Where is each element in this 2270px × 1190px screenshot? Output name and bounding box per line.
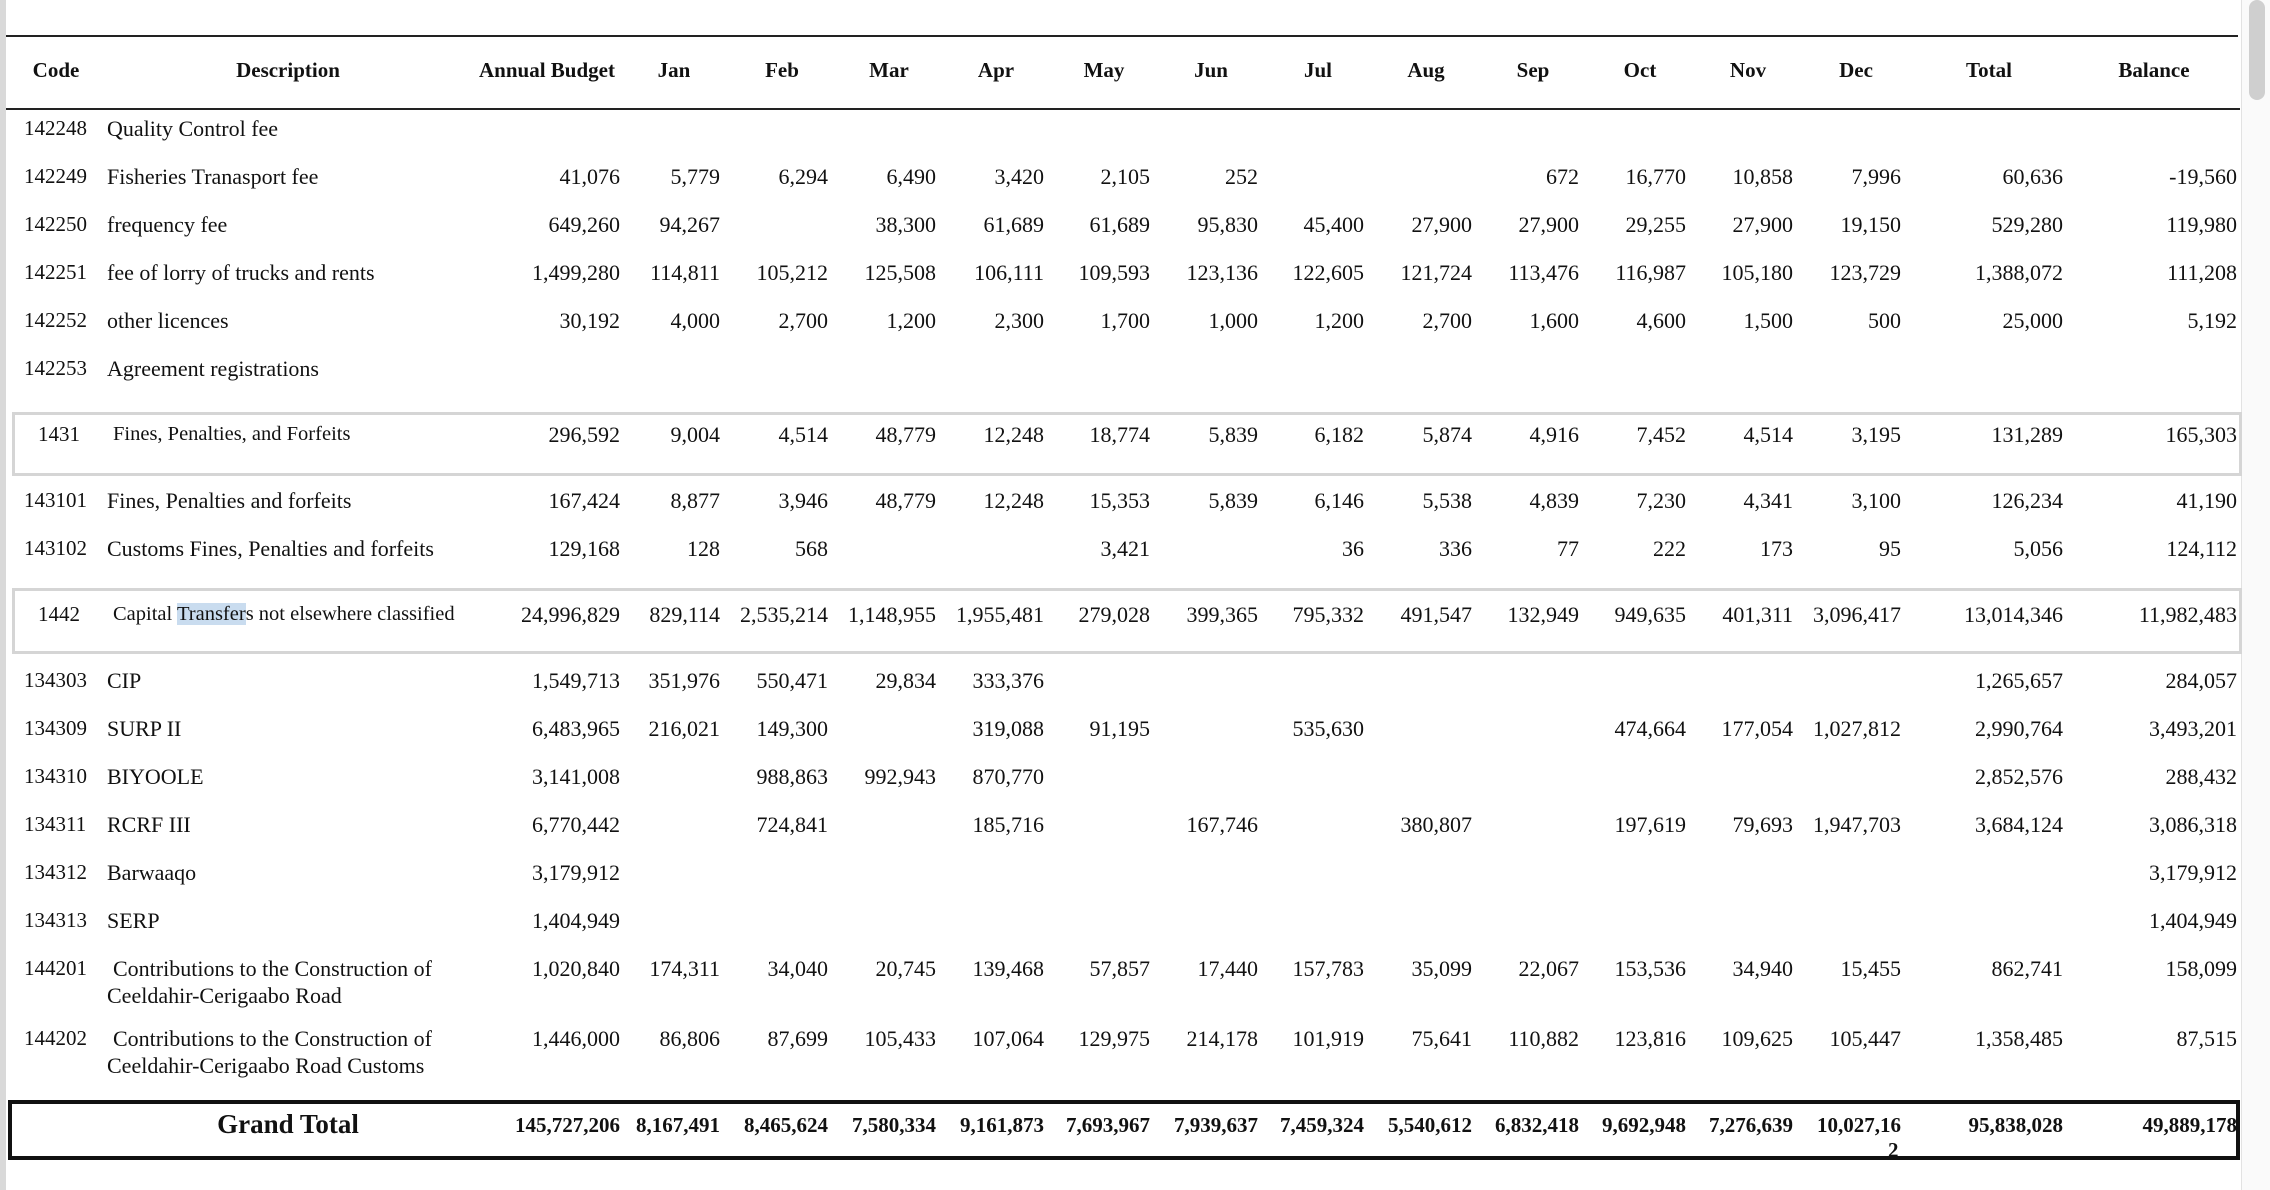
row-annual-budget: 3,179,912	[532, 860, 620, 885]
left-gutter	[0, 0, 6, 1190]
header-month: Apr	[977, 58, 1015, 82]
row-month-value: 5,874	[1422, 422, 1472, 447]
row-month-value: 15,353	[1089, 488, 1150, 513]
row-balance: 5,192	[2187, 308, 2237, 333]
row-code: 134309	[24, 716, 87, 740]
top-rule	[6, 35, 2238, 37]
row-code: 142251	[24, 260, 87, 284]
row-month-value: 672	[1546, 164, 1579, 189]
row-month-value: 149,300	[756, 716, 828, 741]
row-code: 143101	[24, 488, 87, 512]
row-month-value: 7,996	[1851, 164, 1901, 189]
row-month-value: 22,067	[1518, 956, 1579, 981]
row-month-value: 252	[1225, 164, 1258, 189]
row-description: Fines, Penalties and forfeits	[107, 488, 352, 513]
row-month-value: 109,593	[1078, 260, 1150, 285]
row-month-value: 116,987	[1615, 260, 1686, 285]
row-balance: 111,208	[2167, 260, 2237, 285]
row-total: 131,289	[1991, 422, 2063, 447]
row-month-value: 123,816	[1614, 1026, 1686, 1051]
row-month-value: 61,689	[1089, 212, 1150, 237]
row-month-value: 4,839	[1529, 488, 1579, 513]
row-month-value: 7,230	[1636, 488, 1686, 513]
row-month-value: 1,200	[886, 308, 936, 333]
row-balance: 1,404,949	[2149, 908, 2237, 933]
row-month-value: 157,783	[1292, 956, 1364, 981]
header-month: Aug	[1407, 58, 1445, 82]
row-balance: 165,303	[2165, 422, 2237, 447]
row-month-value: 380,807	[1400, 812, 1472, 837]
row-month-value: 105,447	[1829, 1026, 1901, 1051]
row-code: 1431	[38, 422, 80, 446]
vertical-scrollbar[interactable]	[2241, 0, 2270, 1190]
row-total: 3,684,124	[1975, 812, 2063, 837]
grand-total-month: 9,692,948	[1602, 1113, 1686, 1137]
selected-text-highlight: Transfer	[176, 603, 246, 625]
row-annual-budget: 6,770,442	[532, 812, 620, 837]
row-month-value: 279,028	[1078, 602, 1150, 627]
grand-total-month: 7,580,334	[852, 1113, 936, 1137]
row-month-value: 491,547	[1400, 602, 1472, 627]
row-month-value: 153,536	[1614, 956, 1686, 981]
row-month-value: 3,421	[1100, 536, 1150, 561]
row-month-value: 20,745	[875, 956, 936, 981]
row-code: 142250	[24, 212, 87, 236]
header-month: Jun	[1194, 58, 1228, 82]
row-month-value: 109,625	[1721, 1026, 1793, 1051]
row-description: CIP	[107, 668, 142, 693]
row-month-value: 4,600	[1636, 308, 1686, 333]
row-balance: 124,112	[2166, 536, 2237, 561]
row-description: Contributions to the Construction of	[113, 956, 432, 981]
row-month-value: 6,146	[1314, 488, 1364, 513]
row-month-value: 87,699	[767, 1026, 828, 1051]
row-month-value: 139,468	[972, 956, 1044, 981]
row-annual-budget: 129,168	[548, 536, 620, 561]
row-annual-budget: 30,192	[559, 308, 620, 333]
row-month-value: 724,841	[756, 812, 828, 837]
row-description: SERP	[107, 908, 160, 933]
row-balance: -19,560	[2169, 164, 2237, 189]
row-month-value: 1,700	[1100, 308, 1150, 333]
row-annual-budget: 1,020,840	[532, 956, 620, 981]
header-code: Code	[32, 58, 80, 82]
row-description: fee of lorry of trucks and rents	[107, 260, 375, 285]
grand-total-month: 7,693,967	[1066, 1113, 1150, 1137]
row-month-value: 113,476	[1508, 260, 1579, 285]
row-month-value: 123,136	[1186, 260, 1258, 285]
row-description-part: Capital	[113, 603, 177, 625]
row-total: 2,852,576	[1975, 764, 2063, 789]
row-total: 1,265,657	[1975, 668, 2063, 693]
row-month-value: 3,420	[994, 164, 1044, 189]
row-month-value: 15,455	[1840, 956, 1901, 981]
row-month-value: 1,947,703	[1813, 812, 1901, 837]
row-month-value: 34,940	[1732, 956, 1793, 981]
row-month-value: 17,440	[1197, 956, 1258, 981]
row-balance: 284,057	[2165, 668, 2237, 693]
row-month-value: 45,400	[1303, 212, 1364, 237]
grand-total-balance: 49,889,178	[2142, 1113, 2237, 1137]
row-description: Ceeldahir-Cerigaabo Road	[107, 983, 342, 1008]
grand-total-month: 6,832,418	[1495, 1113, 1579, 1137]
row-month-value: 27,900	[1518, 212, 1579, 237]
row-month-value: 106,111	[974, 260, 1044, 285]
row-month-value: 2,700	[1422, 308, 1472, 333]
row-balance: 3,179,912	[2149, 860, 2237, 885]
row-month-value: 1,200	[1314, 308, 1364, 333]
row-month-value: 48,779	[875, 422, 936, 447]
row-month-value: 2,535,214	[740, 602, 828, 627]
grand-total-total: 95,838,028	[1968, 1113, 2063, 1137]
grand-total-month: 7,939,637	[1174, 1113, 1258, 1137]
row-month-value: 3,195	[1851, 422, 1901, 447]
row-month-value: 122,605	[1292, 260, 1364, 285]
row-month-value: 132,949	[1507, 602, 1579, 627]
row-month-value: 829,114	[649, 602, 720, 627]
row-total: 25,000	[2002, 308, 2063, 333]
grand-total-month: 5,540,612	[1388, 1113, 1472, 1137]
row-month-value: 18,774	[1089, 422, 1150, 447]
row-total: 862,741	[1991, 956, 2063, 981]
row-month-value: 91,195	[1089, 716, 1150, 741]
row-month-value: 500	[1868, 308, 1901, 333]
row-month-value: 105,180	[1721, 260, 1793, 285]
row-month-value: 988,863	[756, 764, 828, 789]
row-code: 134303	[24, 668, 87, 692]
row-month-value: 35,099	[1411, 956, 1472, 981]
row-code: 144201	[24, 956, 87, 980]
row-month-value: 4,514	[778, 422, 828, 447]
header-month: Feb	[765, 58, 799, 82]
row-month-value: 95	[1879, 536, 1901, 561]
row-code: 142249	[24, 164, 87, 188]
row-code: 134312	[24, 860, 87, 884]
row-balance: 158,099	[2165, 956, 2237, 981]
row-description: Barwaaqo	[107, 860, 197, 885]
row-month-value: 10,858	[1732, 164, 1793, 189]
row-code: 1442	[38, 602, 80, 626]
row-annual-budget: 167,424	[548, 488, 620, 513]
row-balance: 3,086,318	[2149, 812, 2237, 837]
row-month-value: 185,716	[972, 812, 1044, 837]
row-month-value: 319,088	[972, 716, 1044, 741]
row-total: 126,234	[1991, 488, 2063, 513]
row-month-value: 4,514	[1743, 422, 1793, 447]
header-rule	[6, 108, 2240, 110]
row-total: 529,280	[1991, 212, 2063, 237]
grand-total-month: 8,465,624	[744, 1113, 828, 1137]
row-code: 134313	[24, 908, 87, 932]
row-month-value: 61,689	[983, 212, 1044, 237]
row-description: Customs Fines, Penalties and forfeits	[107, 536, 434, 561]
row-code: 134310	[24, 764, 87, 788]
row-month-value: 4,916	[1529, 422, 1579, 447]
row-month-value: 5,839	[1208, 488, 1258, 513]
row-month-value: 177,054	[1721, 716, 1793, 741]
row-month-value: 1,955,481	[956, 602, 1044, 627]
header-balance: Balance	[2118, 58, 2190, 82]
row-month-value: 5,538	[1422, 488, 1472, 513]
row-month-value: 7,452	[1636, 422, 1686, 447]
row-month-value: 29,834	[875, 668, 936, 693]
grand-total-dec-wrap: 2	[1888, 1138, 1899, 1162]
header-month: Dec	[1839, 58, 1873, 82]
row-code: 142252	[24, 308, 87, 332]
row-code: 142253	[24, 356, 87, 380]
row-description: Ceeldahir-Cerigaabo Road Customs	[107, 1053, 425, 1078]
header-month: Nov	[1729, 58, 1767, 82]
row-description: RCRF III	[107, 812, 191, 837]
row-balance: 41,190	[2176, 488, 2237, 513]
header-month: Sep	[1516, 58, 1550, 82]
row-balance: 11,982,483	[2138, 602, 2237, 627]
row-month-value: 48,779	[875, 488, 936, 513]
row-month-value: 94,267	[659, 212, 720, 237]
row-month-value: 2,300	[994, 308, 1044, 333]
header-annual-budget: Annual Budget	[479, 58, 615, 82]
row-balance: 119,980	[2166, 212, 2237, 237]
row-month-value: 29,255	[1625, 212, 1686, 237]
row-description: frequency fee	[107, 212, 228, 237]
row-month-value: 6,490	[886, 164, 936, 189]
row-annual-budget: 1,549,713	[532, 668, 620, 693]
header-month: Jan	[657, 58, 691, 82]
row-month-value: 125,508	[864, 260, 936, 285]
row-month-value: 12,248	[983, 422, 1044, 447]
row-annual-budget: 1,499,280	[532, 260, 620, 285]
row-month-value: 110,882	[1508, 1026, 1579, 1051]
row-month-value: 16,770	[1625, 164, 1686, 189]
row-month-value: 101,919	[1292, 1026, 1364, 1051]
row-month-value: 214,178	[1186, 1026, 1258, 1051]
header-description: Description	[236, 58, 340, 82]
row-balance: 3,493,201	[2149, 716, 2237, 741]
row-month-value: 2,105	[1100, 164, 1150, 189]
row-annual-budget: 24,996,829	[521, 602, 620, 627]
row-description: Fines, Penalties, and Forfeits	[113, 423, 351, 445]
row-month-value: 8,877	[670, 488, 720, 513]
row-month-value: 75,641	[1411, 1026, 1472, 1051]
row-code: 134311	[24, 812, 87, 836]
row-description: Quality Control fee	[107, 116, 279, 141]
row-total: 60,636	[2002, 164, 2063, 189]
row-month-value: 77	[1557, 536, 1579, 561]
row-description-part: s not elsewhere classified	[245, 603, 455, 625]
row-month-value: 173	[1760, 536, 1793, 561]
row-month-value: 1,000	[1208, 308, 1258, 333]
row-month-value: 222	[1653, 536, 1686, 561]
row-month-value: 1,500	[1743, 308, 1793, 333]
row-month-value: 36	[1342, 536, 1364, 561]
row-annual-budget: 3,141,008	[532, 764, 620, 789]
grand-total-month: 9,161,873	[960, 1113, 1044, 1137]
row-total: 2,990,764	[1975, 716, 2063, 741]
row-month-value: 333,376	[972, 668, 1044, 693]
grand-total-month: 7,459,324	[1280, 1113, 1364, 1137]
grand-total-label: Grand Total	[217, 1109, 359, 1139]
row-month-value: 6,182	[1314, 422, 1364, 447]
row-month-value: 79,693	[1732, 812, 1793, 837]
row-total: 1,388,072	[1975, 260, 2063, 285]
row-code: 142248	[24, 116, 87, 140]
row-description: SURP II	[107, 716, 182, 741]
grand-total-month: 7,276,639	[1709, 1113, 1793, 1137]
row-month-value: 9,004	[670, 422, 720, 447]
row-month-value: 1,027,812	[1813, 716, 1901, 741]
row-month-value: 95,830	[1197, 212, 1258, 237]
row-annual-budget: 1,446,000	[532, 1026, 620, 1051]
row-month-value: 351,976	[648, 668, 720, 693]
row-month-value: 19,150	[1840, 212, 1901, 237]
row-month-value: 27,900	[1411, 212, 1472, 237]
row-annual-budget: 296,592	[548, 422, 620, 447]
row-month-value: 474,664	[1614, 716, 1686, 741]
row-month-value: 123,729	[1829, 260, 1901, 285]
row-month-value: 535,630	[1292, 716, 1364, 741]
row-month-value: 34,040	[767, 956, 828, 981]
row-month-value: 128	[687, 536, 720, 561]
row-month-value: 167,746	[1186, 812, 1258, 837]
row-month-value: 399,365	[1186, 602, 1258, 627]
row-month-value: 174,311	[649, 956, 720, 981]
header-month: Jul	[1303, 58, 1332, 82]
row-month-value: 336	[1439, 536, 1472, 561]
header-month: Mar	[869, 58, 909, 82]
row-month-value: 107,064	[972, 1026, 1044, 1051]
row-month-value: 1,600	[1529, 308, 1579, 333]
row-month-value: 121,724	[1400, 260, 1472, 285]
row-month-value: 57,857	[1089, 956, 1150, 981]
row-month-value: 992,943	[864, 764, 936, 789]
row-total: 13,014,346	[1964, 602, 2063, 627]
row-month-value: 550,471	[756, 668, 828, 693]
row-total: 1,358,485	[1975, 1026, 2063, 1051]
row-description: Contributions to the Construction of	[113, 1026, 432, 1051]
row-month-value: 216,021	[648, 716, 720, 741]
row-month-value: 401,311	[1722, 602, 1793, 627]
row-month-value: 27,900	[1732, 212, 1793, 237]
row-month-value: 105,212	[756, 260, 828, 285]
row-month-value: 129,975	[1078, 1026, 1150, 1051]
row-month-value: 114,811	[650, 260, 720, 285]
row-description: other licences	[107, 308, 229, 333]
row-month-value: 870,770	[972, 764, 1044, 789]
row-description: Agreement registrations	[107, 356, 319, 381]
row-month-value: 5,839	[1208, 422, 1258, 447]
row-annual-budget: 649,260	[548, 212, 620, 237]
grand-total-month: 10,027,16	[1817, 1113, 1901, 1137]
row-total: 5,056	[2013, 536, 2063, 561]
header-month: May	[1083, 58, 1125, 82]
row-description: BIYOOLE	[107, 764, 204, 789]
row-annual-budget: 41,076	[559, 164, 620, 189]
row-month-value: 1,148,955	[848, 602, 936, 627]
row-month-value: 2,700	[778, 308, 828, 333]
scrollbar-thumb[interactable]	[2249, 0, 2265, 100]
row-month-value: 795,332	[1292, 602, 1364, 627]
row-month-value: 197,619	[1614, 812, 1686, 837]
row-month-value: 38,300	[875, 212, 936, 237]
row-month-value: 4,000	[670, 308, 720, 333]
row-code: 144202	[24, 1026, 87, 1050]
row-month-value: 949,635	[1614, 602, 1686, 627]
row-annual-budget: 6,483,965	[532, 716, 620, 741]
row-description: Fisheries Tranasport fee	[107, 164, 319, 189]
row-month-value: 3,096,417	[1813, 602, 1901, 627]
row-month-value: 3,100	[1851, 488, 1901, 513]
row-balance: 288,432	[2165, 764, 2237, 789]
row-month-value: 6,294	[778, 164, 828, 189]
header-month: Oct	[1623, 58, 1657, 82]
row-month-value: 3,946	[778, 488, 828, 513]
row-code: 143102	[24, 536, 87, 560]
row-month-value: 12,248	[983, 488, 1044, 513]
row-month-value: 5,779	[670, 164, 720, 189]
row-month-value: 105,433	[864, 1026, 936, 1051]
row-month-value: 4,341	[1743, 488, 1793, 513]
row-month-value: 568	[795, 536, 828, 561]
row-balance: 87,515	[2176, 1026, 2237, 1051]
grand-total-budget: 145,727,206	[515, 1113, 620, 1137]
row-annual-budget: 1,404,949	[532, 908, 620, 933]
grand-total-month: 8,167,491	[636, 1113, 720, 1137]
header-total: Total	[1966, 58, 2012, 82]
row-month-value: 86,806	[659, 1026, 720, 1051]
